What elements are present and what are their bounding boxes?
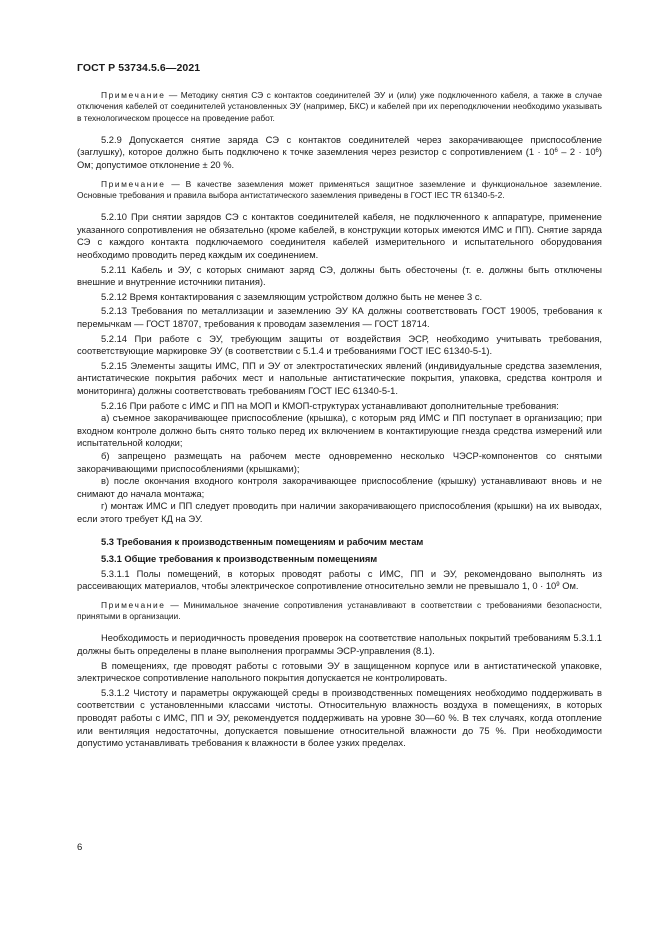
paragraph-5-2-15: 5.2.15 Элементы защиты ИМС, ПП и ЭУ от электростатических явлений (индивидуальные средства заземления, антистатические покрытия рабочих мест и напольные антистатические покрытия, упаковка, средства контроля и мониторинга) должны соответствовать требованиям ГОСТ IEC 61340-5-1. (77, 360, 602, 396)
document-header: ГОСТ Р 53734.5.6—2021 (77, 62, 201, 74)
paragraph-5-3-1-2: 5.3.1.2 Чистоту и параметры окружающей среды в производственных помещениях необходимо поддерживать в соответствии с установленными классами чистоты. Относительную влажность воздуха в помещениях, в которых проводят работы с ИМС, ПП и ЭУ, рекомендуется поддерживать на уровне 30—60 %. В тех случаях, когда отопление или вентиляция недостаточны, допускается повышение относительной влажности до 75 %. При необходимости допустимо устанавливать требования к влажности в более узких пределах. (77, 687, 602, 749)
paragraph-rooms: В помещениях, где проводят работы с готовыми ЭУ в защищенном корпусе или в антистатической упаковке, электрическое сопротивление напольного покрытия допускается не контролировать. (77, 660, 602, 684)
note-label: Примечание (101, 90, 166, 100)
note-label: Примечание (101, 599, 166, 610)
paragraph-5-2-12: 5.2.12 Время контактирования с заземляющим устройством должно быть не менее 3 с. (101, 291, 483, 302)
document-body (77, 90, 602, 750)
note-paragraph: Примечание — Минимальное значение сопротивления устанавливают в соответствии с требованиями безопасности, принятыми в организации. (77, 599, 602, 622)
section-heading-5-3: 5.3 Требования к производственным помещениям и рабочим местам (101, 536, 424, 547)
paragraph-5-2-16: 5.2.16 При работе с ИМС и ПП на МОП и КМОП-структурах устанавливают дополнительные требования: (101, 400, 559, 411)
paragraph-5-3-1-1: 5.3.1.1 Полы помещений, в которых проводят работы с ИМС, ПП и ЭУ, рекомендовано выполнять из рассеивающих материалов, чтобы электрическое сопротивление относительно земли не превышало 1, $0 \cdot 10^9$ Ом. (77, 568, 602, 592)
paragraph-5-2-11: 5.2.11 Кабель и ЭУ, с которых снимают заряд СЭ, должны быть обесточены (т. е. должны быть отключены внешние и внутренние источники питания). (77, 264, 602, 288)
list-item-b: б) запрещено размещать на рабочем месте одновременно несколько ЧЭСР-компонентов со снятыми закорачивающими приспособлениями (крышками); (77, 450, 602, 474)
note-paragraph: Примечание — Методику снятия СЭ с контактов соединителей ЭУ и (или) уже подключенного кабеля, а также в случае отключения кабелей от соединителей установленных ЭУ (например, БКС) и кабелей при их переподключении необходимо указывать в технологическом процессе на проведение работ. (77, 90, 602, 123)
page-number: 6 (77, 842, 83, 853)
list-item-g: г) монтаж ИМС и ПП следует проводить при наличии закорачивающего приспособления (крышки) на их выводах, если этого требует КД на ЭУ. (77, 501, 602, 524)
subsection-heading-5-3-1: 5.3.1 Общие требования к производственным помещениям (101, 554, 378, 565)
paragraph-5-2-14: 5.2.14 При работе с ЭУ, требующим защиты от воздействия ЭСР, необходимо учитывать требования, соответствующие маркировке ЭУ (в соответствии с 5.1.4 и требованиями ГОСТ IEC 61340-5-1). (77, 333, 602, 357)
paragraph-5-2-9: 5.2.9 Допускается снятие заряда СЭ с контактов соединителей через закорачивающее приспособление (заглушку), которое должно быть подключено к точке заземления через резистор с сопротивлением $(1 \cdot 10^6 - 2 \cdot 10^6)$ Ом; допустимое отклонение ± 20 %. (77, 134, 602, 171)
note-label: Примечание (101, 178, 166, 189)
list-item-v: в) после окончания входного контроля закорачивающее приспособление (крышку) устанавливают вновь и не снимают до начала монтажа; (77, 476, 602, 499)
list-item-a: а) съемное закорачивающее приспособление (крышка), с которым ряд ИМС и ПП поступает в организацию; при входном контроле должно быть снято только перед их включением в контактирующие гнезда средства измерений или испытательной колодки; (77, 413, 602, 449)
paragraph-5-2-13: 5.2.13 Требования по металлизации и заземлению ЭУ КА должны соответствовать ГОСТ 19005, требования к перемычкам — ГОСТ 18707, требования к проводам заземления — ГОСТ 18714. (77, 306, 602, 330)
note-paragraph: Примечание — В качестве заземления может применяться защитное заземление и функциональное заземление. Основные требования и правила выбора антистатического заземления приведены в ГОСТ IEC TR 61340-5-2. (77, 178, 602, 200)
paragraph-5-2-10: 5.2.10 При снятии зарядов СЭ с контактов соединителей кабеля, не подключенного к аппаратуре, применение указанного сопротивления не обязательно (кроме кабелей, в конструкции которых имеются ИМС и ПП). Снятие заряда СЭ с каждого контакта подключаемого соединителя кабелей измерительного и испытательного оборудования необходимо проводить перед каждым их соединением. (77, 212, 602, 261)
paragraph-check: Необходимость и периодичность проведения проверок на соответствие напольных покрытий требованиям 5.3.1.1 должны быть определены в плане выполнения программы ЭСР-управления (8.1). (77, 633, 602, 657)
